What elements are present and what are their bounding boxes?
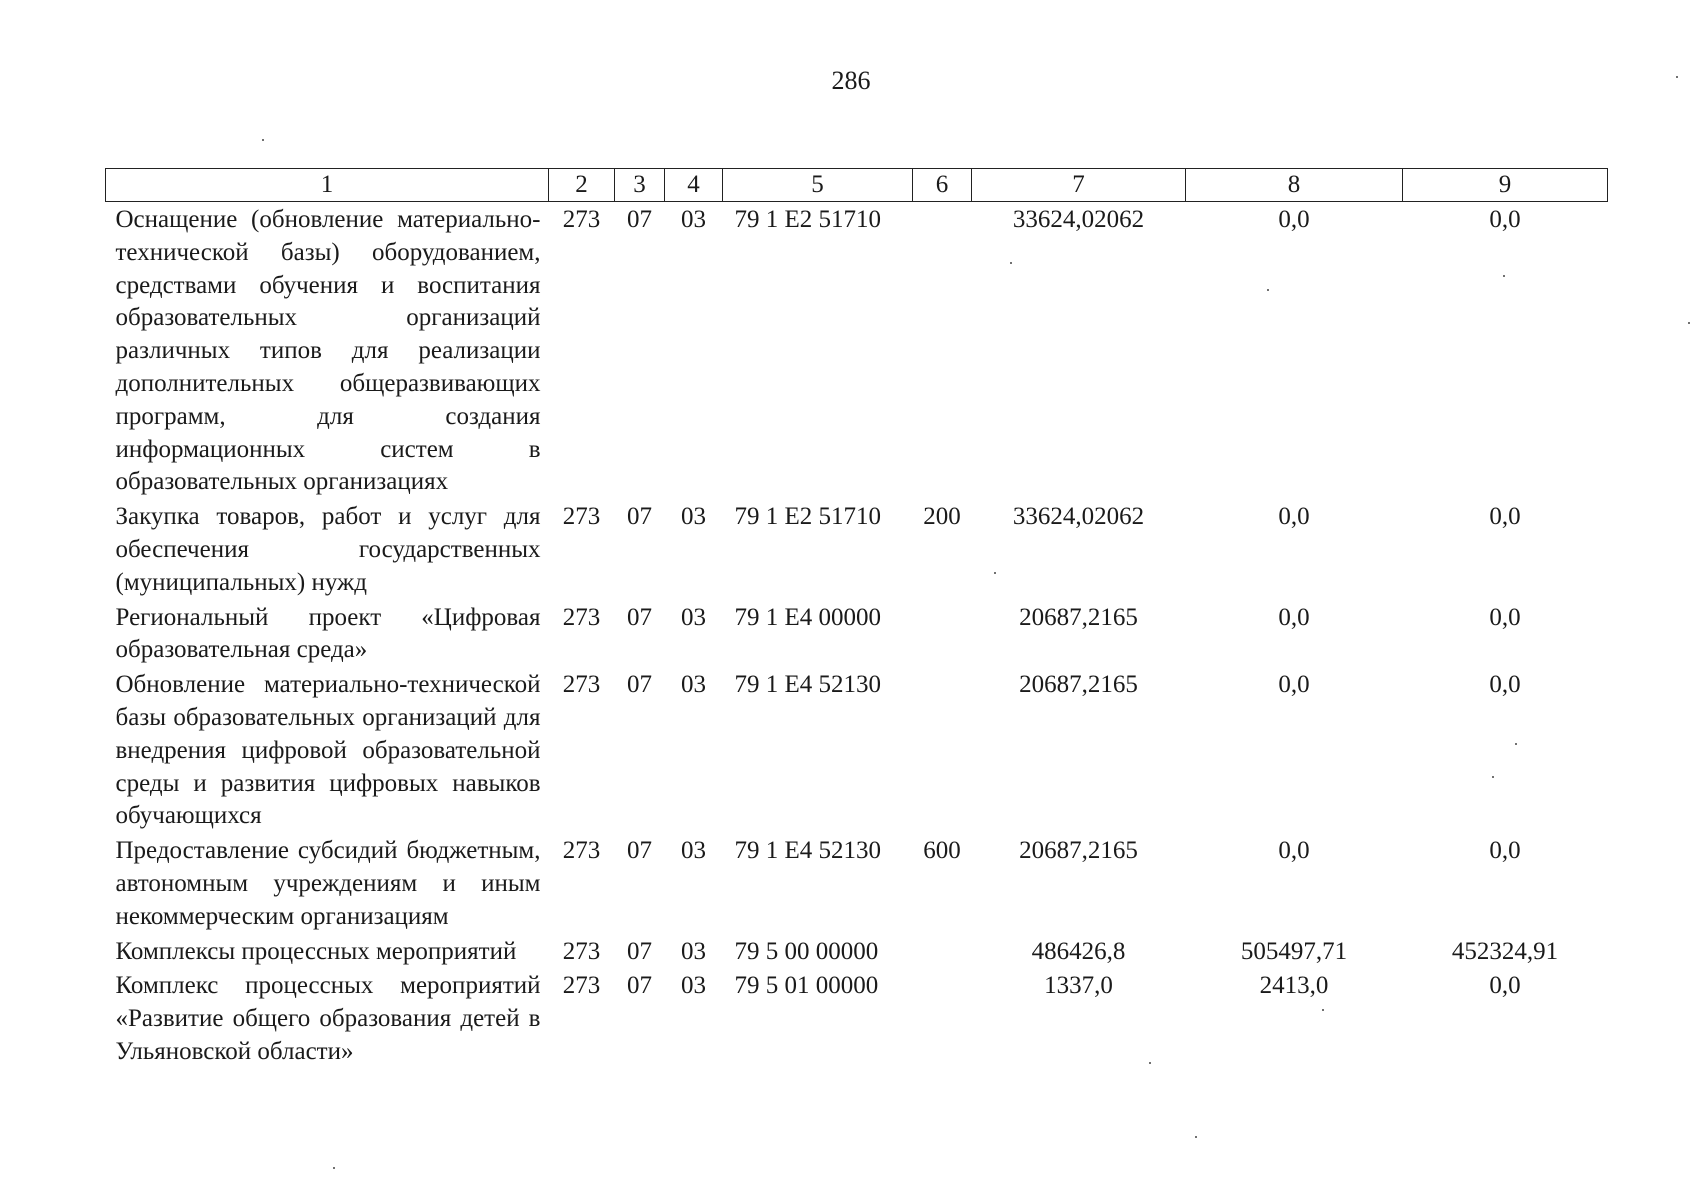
cell-ministry-code: 273 <box>562 972 601 1000</box>
cell-subsection: 03 <box>681 206 706 233</box>
cell-amount-col7: 20687,2165 <box>1019 603 1138 631</box>
cell-amount-col9: 0,0 <box>1489 503 1521 531</box>
scan-speck <box>1676 76 1678 78</box>
cell-target-article: 79 1 E4 52130 <box>734 837 882 865</box>
table-row <box>106 934 1608 969</box>
cell-ministry-code: 273 <box>562 937 601 965</box>
row-name: Комплексы процессных мероприятий <box>115 937 517 965</box>
cell-ministry-code: 273 <box>562 837 601 865</box>
row-name: Региональный проект «Цифровая образовательная среда» <box>115 603 541 664</box>
header-col-2: 2 <box>549 169 615 202</box>
scan-speck <box>1503 275 1505 277</box>
table-row <box>106 833 1608 933</box>
cell-target-article: 79 1 E2 51710 <box>734 503 882 531</box>
scan-speck <box>1322 1009 1324 1011</box>
header-col-8: 8 <box>1186 169 1403 202</box>
scan-speck <box>1195 1136 1197 1138</box>
header-col-3: 3 <box>615 169 665 202</box>
row-name: Предоставление субсидий бюджетным, автономным учреждениям и иным некоммерческим организациям <box>115 837 541 930</box>
cell-expense-type: 200 <box>923 503 961 531</box>
cell-target-article: 79 1 E4 00000 <box>734 603 882 631</box>
cell-subsection: 03 <box>681 972 706 1000</box>
cell-subsection: 03 <box>681 837 706 865</box>
scan-speck <box>262 139 264 141</box>
cell-amount-col8: 0,0 <box>1278 503 1310 531</box>
cell-expense-type <box>913 934 972 969</box>
row-name: Оснащение (обновление материально-технической базы) оборудованием, средствами обучения и воспитания образовательных организаций различных типов для реализации дополнительных общеразвивающих программ, для создания информационных систем в образовательных организациях <box>115 206 541 496</box>
cell-amount-col8: 2413,0 <box>1259 972 1329 1000</box>
header-col-5: 5 <box>723 169 913 202</box>
header-col-7: 7 <box>972 169 1186 202</box>
scan-speck <box>1010 262 1012 264</box>
row-name: Закупка товаров, работ и услуг для обеспечения государственных (муниципальных) нужд <box>115 503 541 596</box>
scan-speck <box>333 1167 335 1169</box>
cell-amount-col8: 0,0 <box>1278 603 1310 631</box>
cell-section: 07 <box>627 603 652 631</box>
header-col-6: 6 <box>913 169 972 202</box>
cell-expense-type <box>913 202 972 500</box>
cell-amount-col9: 0,0 <box>1489 671 1521 699</box>
scan-speck <box>1492 776 1494 778</box>
cell-section: 07 <box>627 671 652 699</box>
cell-expense-type <box>913 968 972 1068</box>
page-number: 286 <box>831 66 871 95</box>
cell-amount-col8: 505497,71 <box>1240 937 1348 965</box>
cell-amount-col7: 20687,2165 <box>1019 837 1138 865</box>
cell-amount-col7: 486426,8 <box>1031 937 1126 965</box>
cell-target-article: 79 1 E4 52130 <box>734 671 882 699</box>
cell-target-article: 79 1 E2 51710 <box>734 206 882 233</box>
cell-amount-col7: 20687,2165 <box>1019 671 1138 699</box>
scan-speck <box>994 572 996 574</box>
budget-table <box>105 168 1608 1069</box>
table-row <box>106 968 1608 1068</box>
cell-section: 07 <box>627 937 652 965</box>
cell-target-article: 79 5 00 00000 <box>734 937 879 965</box>
cell-expense-type <box>913 667 972 833</box>
cell-section: 07 <box>627 503 652 531</box>
cell-amount-col8: 0,0 <box>1278 837 1310 865</box>
scan-speck <box>1149 1062 1151 1064</box>
table-row <box>106 499 1608 599</box>
table-row <box>106 202 1608 500</box>
cell-amount-col9: 0,0 <box>1489 837 1521 865</box>
cell-amount-col8: 0,0 <box>1278 206 1310 233</box>
cell-section: 07 <box>627 972 652 1000</box>
cell-subsection: 03 <box>681 503 706 531</box>
cell-section: 07 <box>627 837 652 865</box>
cell-ministry-code: 273 <box>562 206 601 233</box>
cell-amount-col9: 0,0 <box>1489 206 1521 233</box>
cell-ministry-code: 273 <box>562 671 601 699</box>
header-col-9: 9 <box>1403 169 1608 202</box>
header-col-1: 1 <box>106 169 549 202</box>
cell-subsection: 03 <box>681 671 706 699</box>
header-row <box>106 169 1608 202</box>
table-row <box>106 667 1608 833</box>
cell-subsection: 03 <box>681 937 706 965</box>
row-name: Комплекс процессных мероприятий «Развитие общего образования детей в Ульяновской области» <box>115 972 541 1065</box>
cell-amount-col8: 0,0 <box>1278 671 1310 699</box>
scan-speck <box>1267 289 1269 291</box>
cell-ministry-code: 273 <box>562 603 601 631</box>
cell-amount-col7: 33624,02062 <box>1012 206 1145 233</box>
header-col-4: 4 <box>665 169 723 202</box>
cell-section: 07 <box>627 206 652 233</box>
cell-amount-col7: 33624,02062 <box>1012 503 1145 531</box>
row-name: Обновление материально-технической базы образовательных организаций для внедрения цифровой образовательной среды и развития цифровых навыков обучающихся <box>115 671 541 830</box>
cell-amount-col9: 0,0 <box>1489 972 1521 1000</box>
cell-amount-col9: 0,0 <box>1489 603 1521 631</box>
cell-target-article: 79 5 01 00000 <box>734 972 879 1000</box>
cell-ministry-code: 273 <box>562 503 601 531</box>
cell-expense-type <box>913 600 972 668</box>
cell-amount-col7: 1337,0 <box>1044 972 1113 1000</box>
scan-speck <box>1515 743 1517 745</box>
table-row <box>106 600 1608 668</box>
cell-subsection: 03 <box>681 603 706 631</box>
cell-amount-col9: 452324,91 <box>1451 937 1559 965</box>
scan-speck <box>1688 322 1690 324</box>
cell-expense-type: 600 <box>923 837 961 865</box>
